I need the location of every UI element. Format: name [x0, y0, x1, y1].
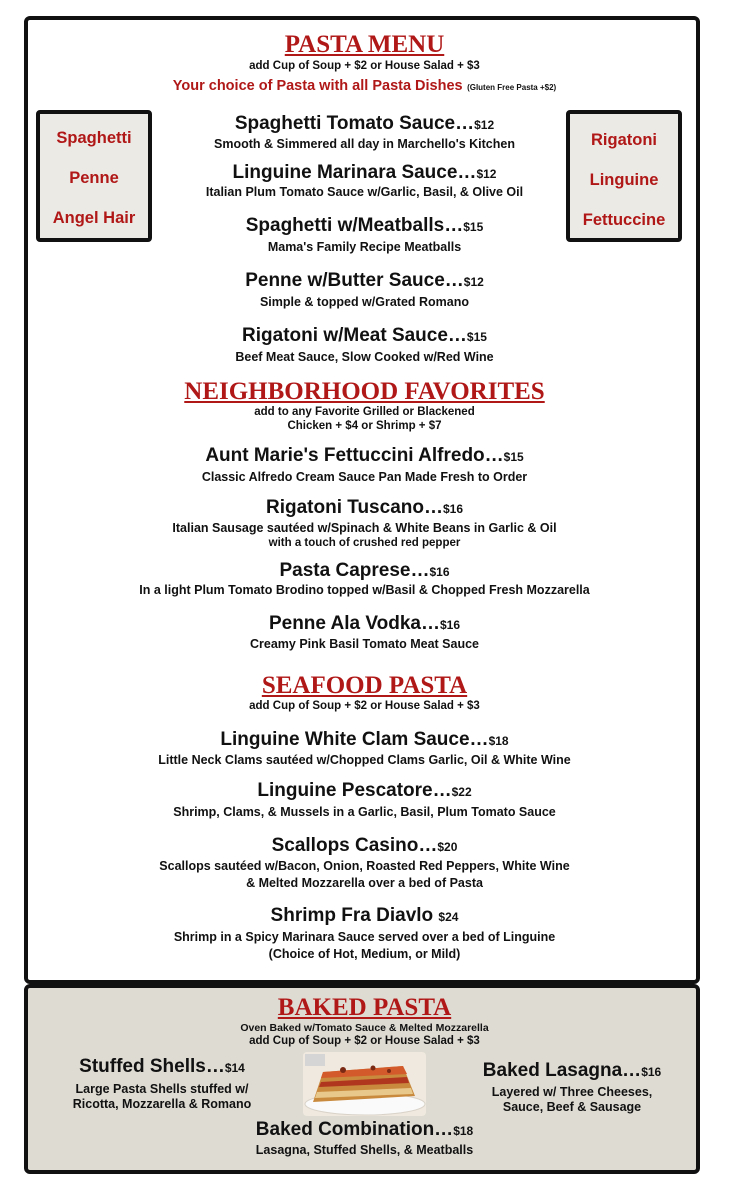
menu-item-desc: Smooth & Simmered all day in Marchello's Kitchen	[214, 137, 515, 151]
neighborhood-note: Chicken + $4 or Shrimp + $7	[287, 420, 442, 432]
item-name: Linguine Pescatore…	[257, 780, 452, 801]
item-name: Linguine Marinara Sauce…	[232, 162, 477, 183]
baked-combination	[0, 1119, 729, 1142]
item-name: Pasta Caprese…	[279, 560, 430, 581]
lasagna-photo	[303, 1052, 426, 1116]
item-name: Baked Lasagna…	[482, 1060, 642, 1081]
item-price: $12	[463, 275, 484, 289]
item-name: Rigatoni Tuscano…	[265, 497, 443, 518]
pasta-menu-title: PASTA MENU	[284, 31, 445, 58]
neighborhood-note: add to any Favorite Grilled or Blackened	[254, 406, 475, 418]
item-name: Linguine White Clam Sauce…	[220, 729, 489, 750]
item-desc: Layered w/ Three Cheeses,	[491, 1085, 653, 1099]
menu-item-desc: In a light Plum Tomato Brodino topped w/Basil & Chopped Fresh Mozzarella	[139, 583, 590, 597]
menu-item-title	[0, 162, 729, 185]
menu-item-desc: Creamy Pink Basil Tomato Meat Sauce	[249, 637, 480, 651]
menu-item-desc: (Choice of Hot, Medium, or Mild)	[268, 947, 461, 961]
menu-item-title	[0, 113, 729, 136]
menu-item-title	[0, 780, 729, 803]
menu-item-title	[0, 729, 729, 752]
item-price: $18	[488, 734, 509, 748]
item-name: Penne Ala Vodka…	[268, 613, 440, 634]
item-price: $12	[474, 118, 495, 132]
item-price: $15	[466, 330, 487, 344]
menu-item-desc: Shrimp in a Spicy Marinara Sauce served over a bed of Linguine	[173, 930, 556, 944]
item-desc: Ricotta, Mozzarella & Romano	[72, 1097, 252, 1111]
menu-item-desc: Shrimp, Clams, & Mussels in a Garlic, Basil, Plum Tomato Sauce	[173, 805, 556, 819]
choice-spaghetti: Spaghetti	[56, 129, 132, 147]
choice-penne: Penne	[69, 169, 119, 187]
item-price: $24	[438, 910, 459, 924]
item-desc: Sauce, Beef & Sausage	[502, 1100, 642, 1114]
menu-item-desc: Simple & topped w/Grated Romano	[259, 295, 470, 309]
menu-item-title	[0, 215, 729, 238]
pasta-choice-text: Your choice of Pasta with all Pasta Dishes	[172, 78, 463, 94]
menu-item-desc: Little Neck Clams sautéed w/Chopped Clams Garlic, Oil & White Wine	[158, 753, 571, 767]
item-price: $16	[429, 565, 450, 579]
choice-rigatoni: Rigatoni	[591, 131, 657, 149]
baked-note: add Cup of Soup + $2 or House Salad + $3	[249, 1035, 480, 1047]
menu-item-desc: Beef Meat Sauce, Slow Cooked w/Red Wine	[235, 350, 494, 364]
choice-linguine: Linguine	[589, 171, 659, 189]
item-desc: Large Pasta Shells stuffed w/	[75, 1082, 249, 1096]
lasagna-image	[303, 1052, 426, 1116]
menu-item-title	[0, 270, 729, 293]
menu-item-title	[0, 905, 729, 928]
item-name: Rigatoni w/Meat Sauce…	[242, 325, 467, 346]
item-name: Baked Combination…	[255, 1119, 454, 1140]
menu-item-desc: Scallops sautéed w/Bacon, Onion, Roasted Red Peppers, White Wine	[159, 859, 570, 873]
baked-lasagna	[460, 1060, 684, 1115]
item-name: Scallops Casino…	[271, 835, 438, 856]
pasta-choice-line	[0, 77, 729, 95]
baked-title: BAKED PASTA	[277, 994, 452, 1021]
item-name: Penne w/Butter Sauce…	[245, 270, 464, 291]
menu-item-title	[0, 325, 729, 348]
item-price: $20	[437, 840, 458, 854]
menu-item-title	[0, 497, 729, 520]
item-price: $16	[641, 1065, 662, 1079]
item-name: Shrimp Fra Diavlo	[270, 905, 439, 926]
item-price: $14	[224, 1061, 245, 1075]
menu-item-title	[0, 445, 729, 468]
menu-item-title	[0, 613, 729, 636]
menu-item-desc: Italian Plum Tomato Sauce w/Garlic, Basil, & Olive Oil	[205, 185, 524, 199]
menu-item-title	[0, 560, 729, 583]
item-price: $22	[451, 785, 472, 799]
pasta-menu-note: add Cup of Soup + $2 or House Salad + $3	[249, 60, 480, 72]
item-name: Spaghetti Tomato Sauce…	[234, 113, 475, 134]
stuffed-shells	[40, 1056, 284, 1112]
item-name: Stuffed Shells…	[79, 1056, 225, 1077]
seafood-title: SEAFOOD PASTA	[261, 672, 468, 699]
menu-item-title	[0, 835, 729, 858]
item-price: $16	[442, 502, 463, 516]
menu-item-desc: Mama's Family Recipe Meatballs	[267, 240, 462, 254]
choice-angel-hair: Angel Hair	[52, 209, 136, 227]
gluten-free-note: (Gluten Free Pasta +$2)	[467, 83, 557, 92]
item-price: $16	[440, 618, 461, 632]
item-name: Aunt Marie's Fettuccini Alfredo…	[205, 445, 504, 466]
item-price: $15	[503, 450, 524, 464]
menu-item-desc: Italian Sausage sautéed w/Spinach & White Beans in Garlic & Oil	[172, 521, 557, 535]
menu-item-desc: Lasagna, Stuffed Shells, & Meatballs	[255, 1143, 474, 1157]
item-price: $12	[476, 167, 497, 181]
baked-note: Oven Baked w/Tomato Sauce & Melted Mozzarella	[240, 1022, 489, 1034]
item-price: $15	[463, 220, 484, 234]
menu-item-desc: & Melted Mozzarella over a bed of Pasta	[246, 876, 483, 890]
item-price: $18	[453, 1124, 474, 1138]
item-name: Spaghetti w/Meatballs…	[245, 215, 464, 236]
menu-item-desc: Classic Alfredo Cream Sauce Pan Made Fresh to Order	[201, 470, 528, 484]
seafood-note: add Cup of Soup + $2 or House Salad + $3	[249, 700, 480, 712]
menu-item-desc: with a touch of crushed red pepper	[268, 537, 461, 549]
choice-fettuccine: Fettuccine	[582, 211, 666, 229]
neighborhood-title: NEIGHBORHOOD FAVORITES	[184, 378, 545, 405]
